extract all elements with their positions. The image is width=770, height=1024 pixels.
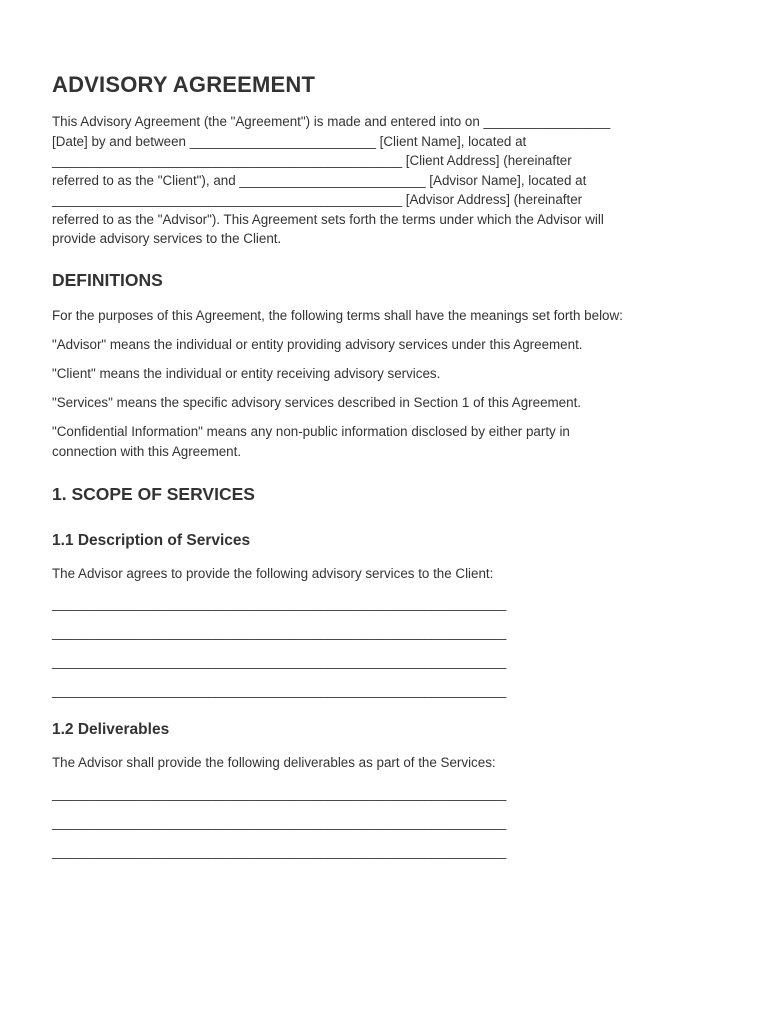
definition-confidential-line: "Confidential Information" means any non-public information disclosed by either party in xyxy=(52,424,570,439)
definition-advisor: "Advisor" means the individual or entity providing advisory services under this Agreement. xyxy=(52,337,583,352)
definition-confidential-line: connection with this Agreement. xyxy=(52,443,242,459)
intro-line: referred to as the "Client"), and _________________________ [Advisor Name], located at xyxy=(52,172,587,188)
section1-heading: 1. SCOPE OF SERVICES xyxy=(52,484,255,504)
services-blank-line: _____________________________________________________________ xyxy=(52,625,507,640)
services-blank-line: _____________________________________________________________ xyxy=(52,683,507,698)
intro-line: _______________________________________________ [Advisor Address] (hereinafter xyxy=(52,192,583,207)
subsection-1-2-text: The Advisor shall provide the following deliverables as part of the Services: xyxy=(52,755,496,770)
subsection-1-2-heading: 1.2 Deliverables xyxy=(52,721,170,738)
subsection-1-1-heading: 1.1 Description of Services xyxy=(52,532,251,549)
definition-confidential xyxy=(52,422,712,461)
services-blank-line: _____________________________________________________________ xyxy=(52,596,507,611)
services-blank-line: _____________________________________________________________ xyxy=(52,654,507,669)
document-title: ADVISORY AGREEMENT xyxy=(52,72,316,97)
intro-line: _______________________________________________ [Client Address] (hereinafter xyxy=(52,153,572,168)
deliverables-blank-line: _____________________________________________________________ xyxy=(52,786,507,801)
intro-line: [Date] by and between _________________________ [Client Name], located at xyxy=(52,133,527,149)
definitions-heading: DEFINITIONS xyxy=(52,270,163,290)
deliverables-blank-line: _____________________________________________________________ xyxy=(52,815,507,830)
subsection-1-1-text: The Advisor agrees to provide the following advisory services to the Client: xyxy=(52,566,494,581)
intro-line: referred to as the "Advisor"). This Agreement sets forth the terms under which the Advisor will xyxy=(52,211,604,227)
intro-line: provide advisory services to the Client. xyxy=(52,231,282,246)
definition-client: "Client" means the individual or entity receiving advisory services. xyxy=(52,366,441,381)
definitions-intro: For the purposes of this Agreement, the following terms shall have the meanings set forth below: xyxy=(52,308,623,323)
intro-line: This Advisory Agreement (the "Agreement") is made and entered into on _________________ xyxy=(52,114,611,129)
intro-paragraph xyxy=(52,112,712,249)
definition-services: "Services" means the specific advisory services described in Section 1 of this Agreement. xyxy=(52,395,582,410)
deliverables-blank-line: _____________________________________________________________ xyxy=(52,844,507,859)
